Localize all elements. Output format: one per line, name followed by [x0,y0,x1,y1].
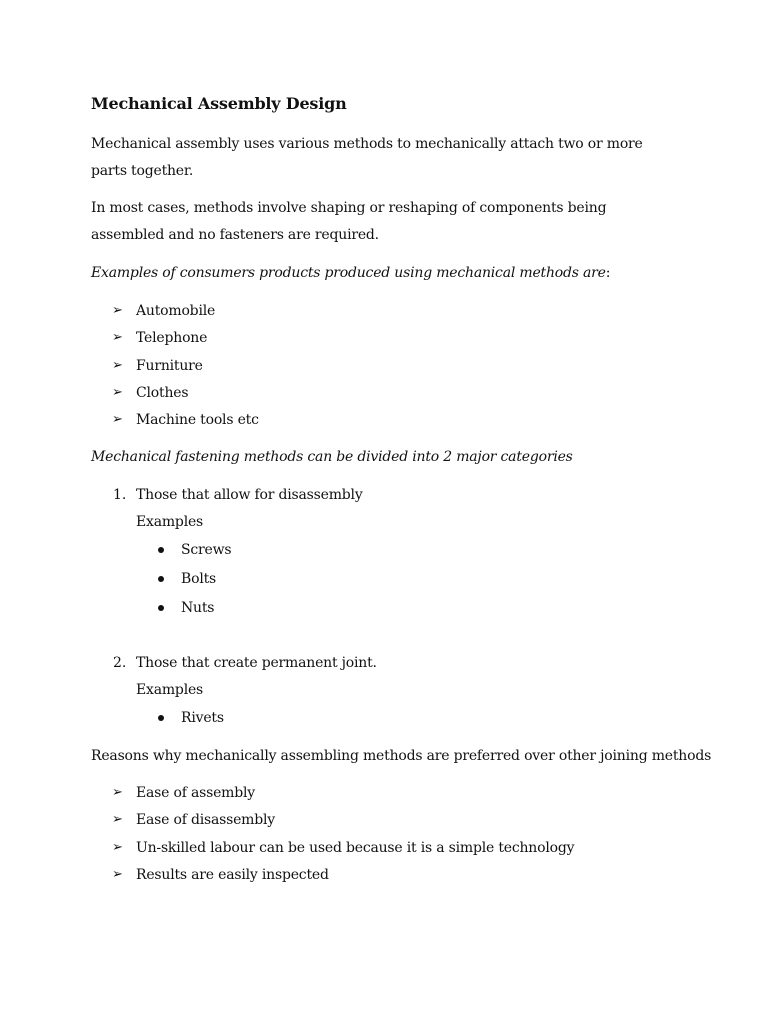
category-label: Those that create permanent joint. [136,655,377,671]
arrow-bullet-icon: ➢ [112,330,123,345]
arrow-bullet-icon: ➢ [112,785,123,800]
list-item: Telephone [136,330,208,346]
list-item: Un-skilled labour can be used because it is a simple technology [136,840,575,856]
intro-paragraph-2: In most cases, methods involve shaping or reshaping of components being assembled and no fasteners are required. [91,200,607,243]
arrow-bullet-icon: ➢ [112,303,123,318]
list-item: Nuts [181,600,215,616]
list-item: Machine tools etc [136,412,259,428]
examples-label: Examples [136,514,204,530]
category-number: 2. [113,655,127,671]
dot-bullet-icon [158,547,164,553]
list-item: Automobile [136,303,216,319]
list-item: Ease of disassembly [136,812,275,828]
category-number: 1. [113,487,127,503]
categories-heading: Mechanical fastening methods can be divided into 2 major categories [91,449,573,465]
document-title: Mechanical Assembly Design [91,94,347,113]
list-item: Results are easily inspected [136,867,329,883]
list-item: Bolts [181,571,217,587]
examples-heading [91,260,681,287]
arrow-bullet-icon: ➢ [112,840,123,855]
arrow-bullet-icon: ➢ [112,385,123,400]
examples-heading-text: Examples of consumers products produced using mechanical methods are [91,265,606,281]
examples-label: Examples [136,682,204,698]
category-label: Those that allow for disassembly [136,487,363,503]
intro-paragraph-1: Mechanical assembly uses various methods to mechanically attach two or more parts together. [91,136,643,179]
arrow-bullet-icon: ➢ [112,812,123,827]
arrow-bullet-icon: ➢ [112,412,123,427]
list-item: Furniture [136,358,203,374]
dot-bullet-icon [158,576,164,582]
examples-heading-colon: : [605,265,611,281]
list-item: Clothes [136,385,189,401]
list-item: Rivets [181,710,224,726]
dot-bullet-icon [158,715,164,721]
reasons-heading: Reasons why mechanically assembling methods are preferred over other joining methods [91,748,712,764]
list-item: Screws [181,542,232,558]
arrow-bullet-icon: ➢ [112,358,123,373]
list-item: Ease of assembly [136,785,255,801]
arrow-bullet-icon: ➢ [112,867,123,882]
dot-bullet-icon [158,605,164,611]
